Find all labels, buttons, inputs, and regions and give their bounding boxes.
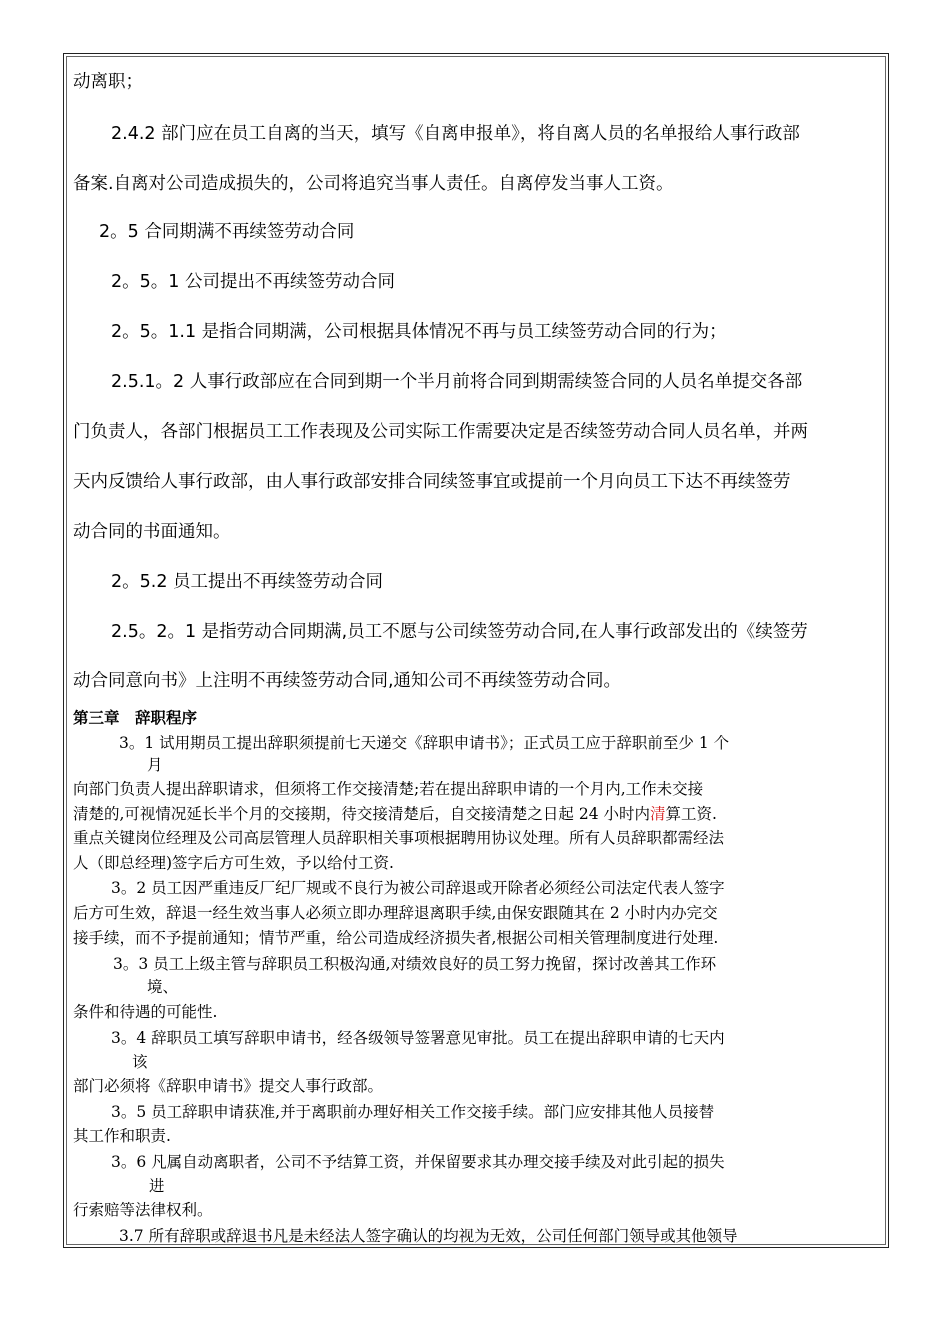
paragraph-2-5-1-2-line-3: 天内反馈给人事行政部，由人事行政部安排合同续签事宜或提前一个月向员工下达不再续签劳 bbox=[73, 472, 791, 492]
paragraph-3-4-line-2: 该 bbox=[132, 1053, 148, 1071]
paragraph-2-5-2-1-line-2: 动合同意向书》上注明不再续签劳动合同,通知公司不再续签劳动合同。 bbox=[73, 671, 622, 691]
heading-2-5-1: 2。5。1 公司提出不再续签劳动合同 bbox=[111, 272, 395, 292]
paragraph-3-3-line-1: 3。3 员工上级主管与辞职员工积极沟通,对绩效良好的员工努力挽留，探讨改善其工作环 bbox=[113, 955, 717, 973]
paragraph-3-1-line-4 bbox=[73, 802, 717, 824]
chapter-3-title: 第三章 辞职程序 bbox=[73, 709, 198, 727]
heading-2-5: 2。5 合同期满不再续签劳动合同 bbox=[99, 222, 355, 242]
paragraph-3-4-line-3: 部门必须将《辞职申请书》提交人事行政部。 bbox=[73, 1077, 384, 1095]
paragraph-2-5-1-1: 2。5。1.1 是指合同期满，公司根据具体情况不再与员工续签劳动合同的行为； bbox=[111, 322, 727, 342]
paragraph-3-1-line-6: 人（即总经理)签字后方可生效，予以给付工资. bbox=[73, 854, 394, 872]
paragraph-3-2-line-2: 后方可生效，辞退一经生效当事人必须立即办理辞退离职手续,由保安跟随其在 2 小时内办完交 bbox=[73, 904, 718, 922]
paragraph-3-5-line-2: 其工作和职责. bbox=[73, 1127, 171, 1145]
text-run: 清楚的,可视情况延长半个月的交接期，待交接清楚后，自交接清楚之日起 24 小时内 bbox=[73, 805, 651, 823]
text-line: 动离职； bbox=[73, 72, 143, 92]
text-run: 算工资. bbox=[665, 805, 717, 823]
paragraph-3-5-line-1: 3。5 员工辞职申请获准,并于离职前办理好相关工作交接手续。部门应安排其他人员接替 bbox=[111, 1103, 715, 1121]
paragraph-3-1-line-3: 向部门负责人提出辞职请求，但须将工作交接清楚;若在提出辞职申请的一个月内,工作未交接 bbox=[73, 780, 704, 798]
heading-2-5-2: 2。5.2 员工提出不再续签劳动合同 bbox=[111, 572, 384, 592]
paragraph-2-4-2-line-1: 2.4.2 部门应在员工自离的当天，填写《自离申报单》，将自离人员的名单报给人事行政部 bbox=[111, 124, 800, 144]
paragraph-3-2-line-1: 3。2 员工因严重违反厂纪厂规或不良行为被公司辞退或开除者必须经公司法定代表人签字 bbox=[111, 879, 725, 897]
paragraph-3-2-line-3: 接手续，而不予提前通知；情节严重，给公司造成经济损失者,根据公司相关管理制度进行处理. bbox=[73, 929, 719, 947]
highlighted-text: 清 bbox=[650, 805, 666, 823]
paragraph-3-7-line-1: 3.7 所有辞职或辞退书凡是未经法人签字确认的均视为无效，公司任何部门领导或其他领导 bbox=[119, 1227, 738, 1245]
paragraph-2-5-1-2-line-2: 门负责人，各部门根据员工工作表现及公司实际工作需要决定是否续签劳动合同人员名单，并两 bbox=[73, 422, 808, 442]
paragraph-3-1-line-5: 重点关键岗位经理及公司高层管理人员辞职相关事项根据聘用协议处理。所有人员辞职都需经法 bbox=[73, 829, 725, 847]
paragraph-2-5-1-2-line-1: 2.5.1。2 人事行政部应在合同到期一个半月前将合同到期需续签合同的人员名单提交各部 bbox=[111, 372, 803, 392]
paragraph-3-4-line-1: 3。4 辞职员工填写辞职申请书，经各级领导签署意见审批。员工在提出辞职申请的七天内 bbox=[111, 1029, 725, 1047]
paragraph-2-5-2-1-line-1: 2.5。2。1 是指劳动合同期满,员工不愿与公司续签劳动合同,在人事行政部发出的《续签劳 bbox=[111, 622, 808, 642]
paragraph-3-1-line-2: 月 bbox=[147, 756, 163, 774]
paragraph-3-6-line-3: 行索赔等法律权利。 bbox=[73, 1201, 213, 1219]
paragraph-3-6-line-2: 进 bbox=[149, 1177, 165, 1195]
paragraph-2-5-1-2-line-4: 动合同的书面通知。 bbox=[73, 522, 231, 542]
paragraph-2-4-2-line-2: 备案.自离对公司造成损失的，公司将追究当事人责任。自离停发当事人工资。 bbox=[73, 174, 674, 194]
paragraph-3-6-line-1: 3。6 凡属自动离职者，公司不予结算工资，并保留要求其办理交接手续及对此引起的损失 bbox=[111, 1153, 725, 1171]
paragraph-3-3-line-3: 条件和待遇的可能性. bbox=[73, 1003, 218, 1021]
paragraph-3-3-line-2: 境、 bbox=[147, 978, 179, 996]
paragraph-3-1-line-1: 3。1 试用期员工提出辞职须提前七天递交《辞职申请书》；正式员工应于辞职前至少 1 个 bbox=[119, 734, 730, 752]
